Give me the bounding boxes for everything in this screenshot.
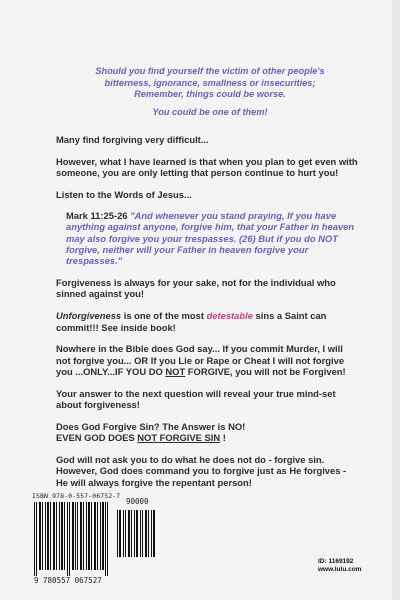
unforgiveness-word: Unforgiveness	[56, 310, 122, 322]
paragraph-4: Forgiveness is always for your sake, not for the individual who sinned against you!	[56, 277, 336, 300]
quote-line-1: Should you find yourself the victim of other people's bitterness, ignorance, smallness or insecurities; Remember, things could be worse.	[95, 66, 325, 100]
paragraph-3: Listen to the Words of Jesus...	[56, 188, 192, 200]
id-label: ID: 1169192	[318, 558, 354, 565]
verse-reference: Mark 11:25-26	[66, 210, 128, 222]
barcode-block	[32, 492, 160, 592]
addon-number: 90000	[126, 497, 149, 506]
paragraph-5	[56, 310, 358, 333]
ean-barcode	[32, 502, 110, 576]
paragraph-7: Your answer to the next question will reveal your true mind-set about forgiveness!	[56, 387, 336, 411]
main-text	[56, 134, 358, 488]
answer-emphasis: NOT FORGIVE SIN	[137, 432, 221, 444]
paragraph-2: However, what I have learned is that when you plan to get even with someone, you are only letting that person continue to hurt you!	[56, 155, 358, 179]
right-edge-band	[392, 0, 400, 600]
addon-barcode	[116, 502, 156, 557]
answer-prefix: EVEN GOD DOES	[56, 432, 138, 444]
opening-quote	[85, 66, 335, 118]
paragraph-9: God will not ask you to do what he does not do - forgive sin. However, God does command you to forgive just as He forgives - He will always forgive the repentant person!	[56, 453, 347, 488]
answer-suffix: !	[220, 432, 226, 444]
barcode-number: 9 780557 067527	[34, 576, 102, 585]
quote-line-2: You could be one of them!	[152, 106, 268, 117]
detestable-word: detestable	[206, 310, 253, 322]
not-word: NOT	[165, 365, 186, 377]
paragraph-1: Many find forgiving very difficult...	[56, 134, 209, 145]
p6-text-a: Nowhere in the Bible does God say... If you commit Murder, I will not forgive you... OR If you Lie or Rape or Cheat I will not forgive you ...ONLY...IF YOU DO	[56, 343, 345, 377]
paragraph-8	[56, 421, 358, 444]
p6-text-c: FORGIVE	[185, 365, 230, 377]
isbn-text: ISBN 978-0-557-06752-7	[32, 492, 121, 500]
p5-text-b: is one of the most	[121, 310, 207, 322]
publisher-url: www.lulu.com	[318, 566, 362, 573]
bible-verse	[56, 210, 358, 266]
verse-text: "And whenever you stand praying, If you have anything against anyone, forgive him, that your Father in heaven may also forgive you your trespasses. (26) But if you do NOT forgive, neither will your Father in heaven forgive your trespasses."	[66, 210, 355, 267]
p5-text-d: sins a Saint can commit!!! See inside book!	[56, 310, 327, 333]
paragraph-6	[56, 343, 358, 377]
p6-text-d: , you will not be Forgiven!	[230, 365, 346, 377]
question-line: Does God Forgive Sin? The Answer is NO!	[56, 420, 246, 432]
